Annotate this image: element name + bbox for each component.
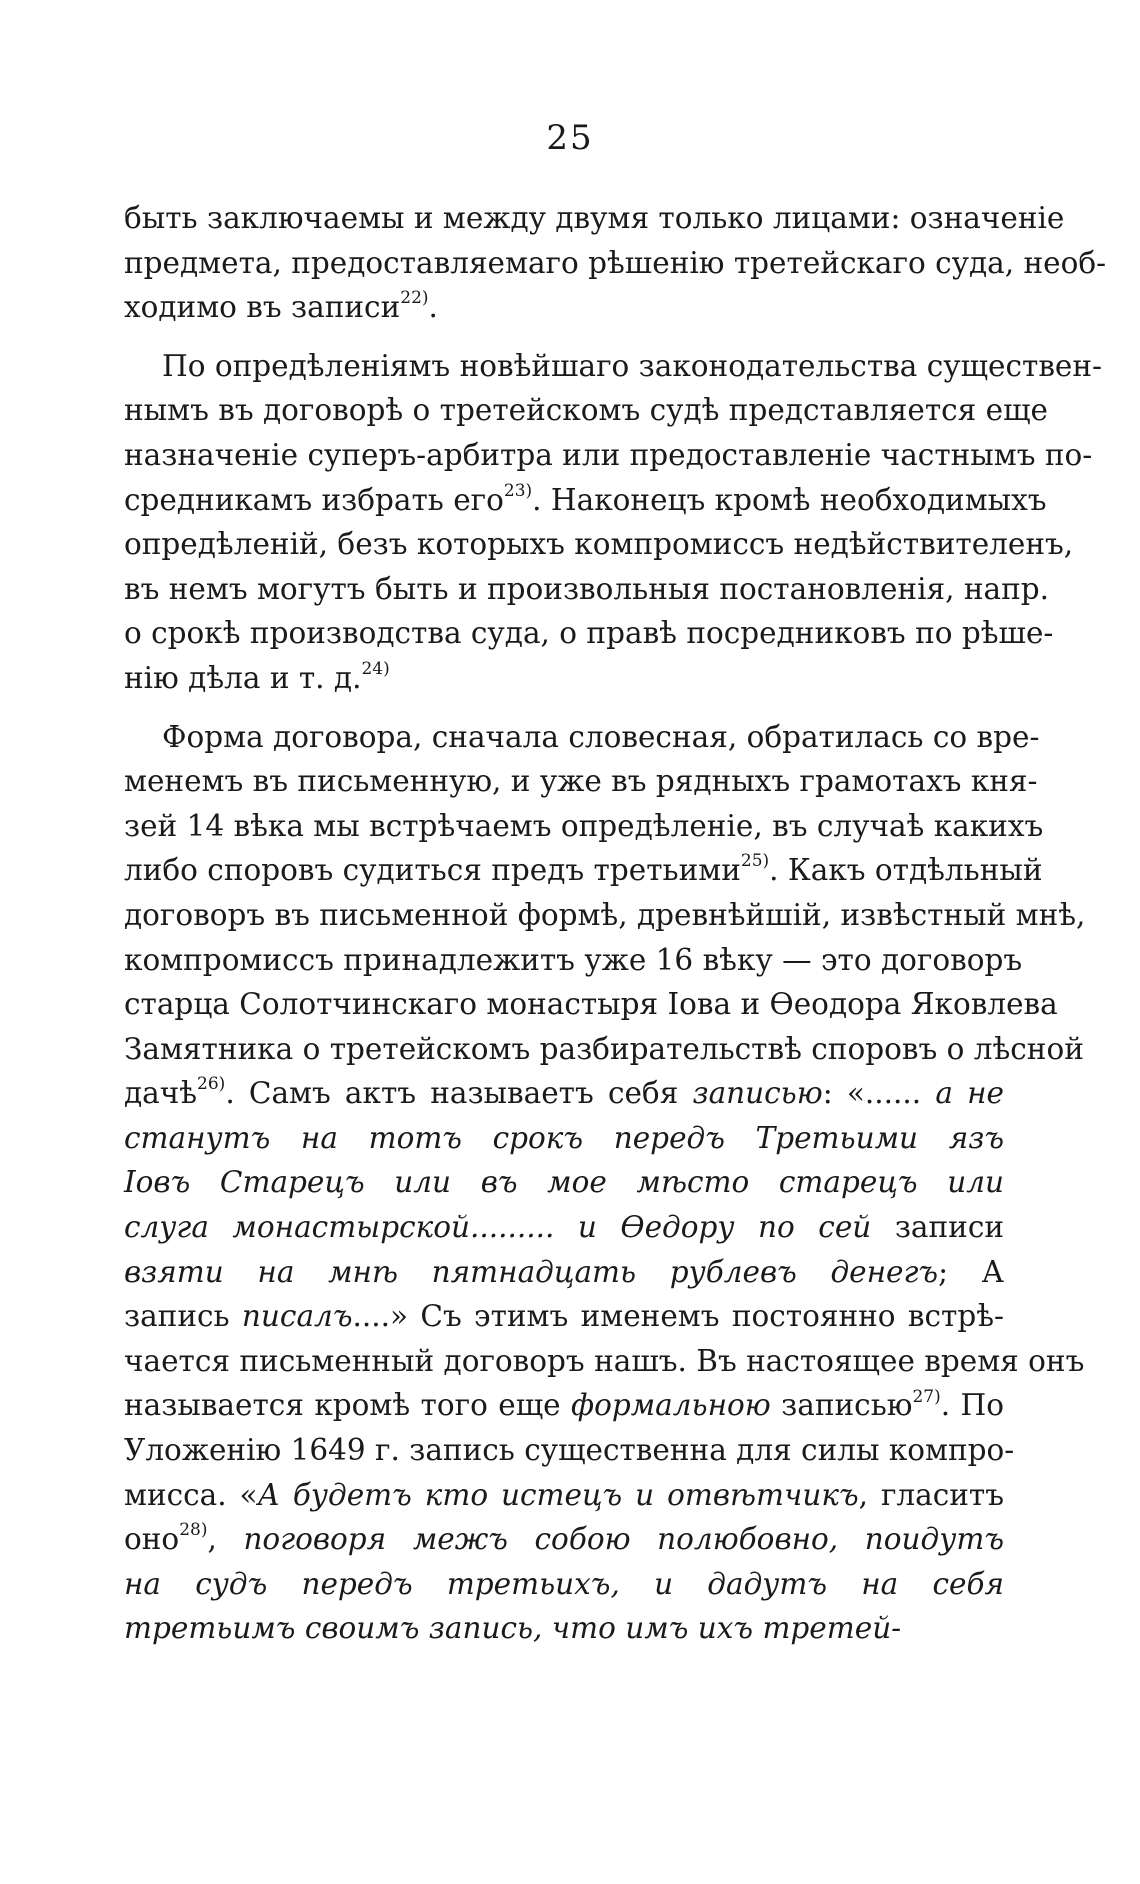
text-line [124,1294,1004,1339]
paragraph-gap [124,701,1004,715]
text-line [124,982,1058,1027]
text-run: Замятника о третейскомъ разбирательствѣ споровъ о лѣсной [124,1031,1084,1066]
italic-run: взяти на мнѣ пятнадцать рублевъ денегъ [124,1254,939,1289]
text-run: ....» Съ этимъ именемъ постоянно встрѣ- [352,1299,1004,1334]
text-run: записью [770,1388,913,1423]
italic-run: третьимъ своимъ запись, что имъ ихъ третей- [124,1611,902,1646]
text-run: назначеніе суперъ-арбитра или предоставленіе частнымъ по- [124,437,1093,472]
text-line [124,938,1023,983]
text-line [124,196,1065,241]
italic-run: формальною [570,1388,771,1423]
footnote-ref: 23) [503,480,533,501]
text-line [124,567,1050,612]
text-line [124,344,1103,389]
italic-run: а не [935,1076,1004,1111]
text-run: записи [871,1210,1005,1245]
paragraph-gap [124,330,1004,344]
text-line [124,1116,1004,1161]
text-line [124,1562,1004,1607]
text-line [124,715,1040,760]
italic-run: записью [692,1076,823,1111]
footnote-ref: 28) [179,1520,208,1541]
text-line [124,1250,1004,1295]
text-run: договоръ въ письменной формѣ, древнѣйшій, извѣстный мнѣ, [124,897,1086,932]
text-run: ходимо въ записи [124,290,401,325]
footnote-ref: 25) [740,851,770,872]
text-line [124,388,1048,433]
text-line [124,1383,1004,1428]
text-run: предмета, предоставляемаго рѣшенію третейскаго суда, необ- [124,245,1107,280]
text-run: о срокѣ производства суда, о правѣ посредниковъ по рѣше- [124,616,1054,651]
text-run: средникамъ избрать его [124,482,504,517]
text-run: менемъ въ письменную, и уже въ рядныхъ грамотахъ кня- [124,764,1038,799]
text-line [124,1473,1004,1518]
text-run: либо споровъ судиться предъ третьими [124,853,741,888]
text-run: запись [124,1299,242,1334]
text-run: . Наконецъ кромѣ необходимыхъ [532,482,1047,517]
text-line [124,611,1054,656]
text-line [124,656,1004,701]
text-line [124,848,1043,893]
text-line [124,1606,1004,1651]
text-run: нымъ въ договорѣ о третейскомъ судѣ представляется еще [124,393,1048,428]
italic-run: писалъ [241,1299,353,1334]
text-line [124,804,1044,849]
text-run: . Самъ актъ называетъ себя [225,1076,693,1111]
text-run: опредѣленій, безъ которыхъ компромиссъ недѣйствителенъ, [124,527,1074,562]
text-run: ; А [938,1254,1004,1289]
text-line [124,433,1093,478]
text-run: По опредѣленіямъ новѣйшаго законодательства существен- [162,348,1103,383]
text-line [124,1160,1004,1205]
text-run: дачѣ [124,1076,198,1111]
text-line [124,893,1086,938]
text-run: зей 14 вѣка мы встрѣчаемъ опредѣленіе, въ случаѣ какихъ [124,808,1044,843]
italic-run: станутъ на тотъ срокъ передъ Третьими язъ [124,1120,1004,1155]
text-line [124,1517,1004,1562]
text-run: . По [940,1388,1004,1423]
text-run: компромиссъ принадлежитъ уже 16 вѣку — это договоръ [124,942,1023,977]
text-run: мисса. « [124,1477,258,1512]
text-run: , гласитъ [858,1477,1005,1512]
text-run: нію дѣла и т. д. [124,660,362,695]
text-line [124,522,1074,567]
text-run: старца Солотчинскаго монастыря Іова и Ѳеодора Яковлева [124,987,1058,1022]
text-line [124,1205,1004,1250]
italic-run: на судъ передъ третьихъ, и дадутъ на себя [124,1566,1004,1601]
text-run: , [207,1522,244,1557]
text-run: . [428,290,438,325]
page-number: 25 [546,118,594,158]
body-text [124,196,1107,1651]
text-run: Форма договора, сначала словесная, обратилась со вре- [162,719,1040,754]
text-line [124,1339,1085,1384]
text-line [124,759,1038,804]
text-run: называется кромѣ того еще [124,1388,571,1423]
text-line [124,1027,1084,1072]
text-run: Уложенію 1649 г. запись существенна для силы компро- [124,1433,1015,1468]
text-run: оно [124,1522,180,1557]
text-run: быть заключаемы и между двумя только лицами: означеніе [124,201,1065,235]
italic-run: А будетъ кто истецъ и отвѣтчикъ [257,1477,859,1512]
text-line [124,1428,1015,1473]
footnote-ref: 26) [197,1074,226,1095]
italic-run: поговоря межъ собою полюбовно, поидутъ [243,1522,1004,1557]
italic-run: Іовъ Старецъ или въ мое мѣсто старецъ или [124,1165,1004,1200]
footnote-ref: 27) [912,1386,941,1407]
text-run: чается письменный договоръ нашъ. Въ настоящее время онъ [124,1343,1085,1378]
footnote-ref: 22) [400,288,429,309]
text-run: : «...... [822,1076,936,1111]
text-run: въ немъ могутъ быть и произвольныя постановленія, напр. [124,571,1050,606]
text-line [124,1071,1004,1116]
italic-run: слуга монастырской......... и Ѳедору по сей [124,1210,872,1245]
text-line [124,241,1107,286]
text-line [124,478,1047,523]
text-run: . Какъ отдѣльный [769,853,1043,888]
footnote-ref: 24) [361,659,390,680]
text-line [124,285,1004,330]
